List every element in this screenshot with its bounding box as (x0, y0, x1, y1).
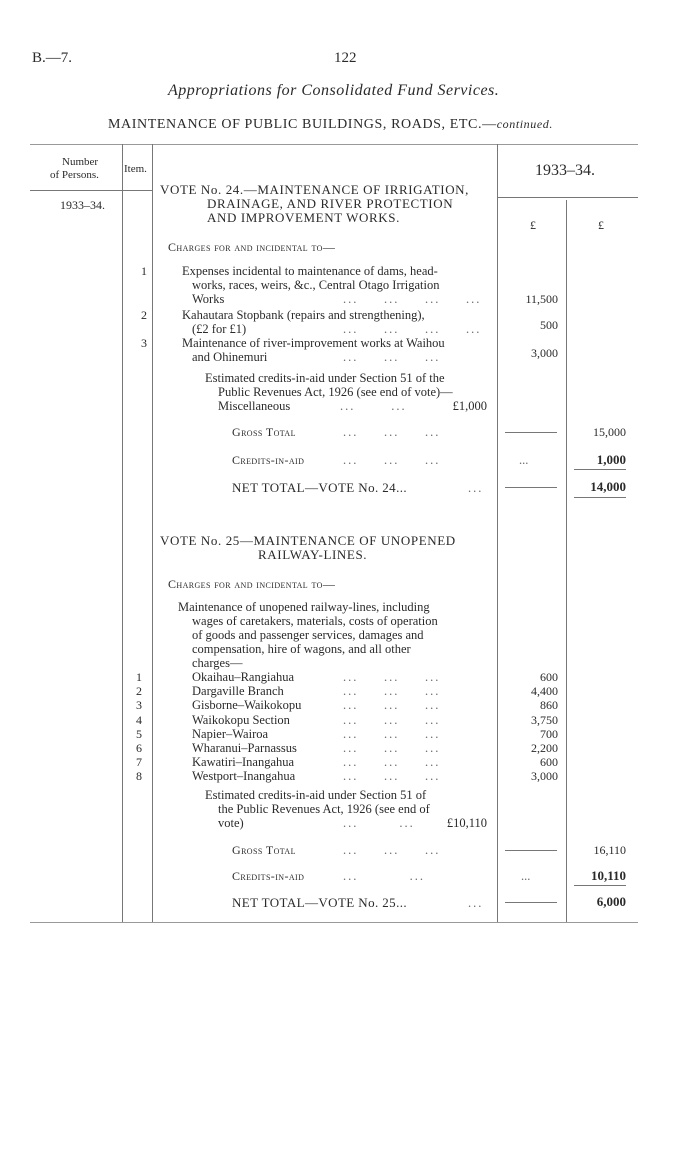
rule (505, 432, 557, 433)
table-bottom-rule (30, 922, 638, 923)
vote24-credits-amount: £1,000 (452, 399, 487, 413)
vote25-item-amount: 600 (540, 755, 558, 770)
vote24-item3-line1: Maintenance of river-improvement works at Waihou (182, 336, 445, 350)
vote25-item-amount: 860 (540, 698, 558, 713)
vote25-item-no: 8 (136, 769, 142, 784)
vote25-item-amount: 3,000 (531, 769, 558, 784)
subtitle-continued: continued. (496, 117, 554, 131)
persons-header-rule (30, 190, 152, 191)
vote25-credits-amount: £10,110 (446, 816, 487, 830)
vote25-cia-value: 10,110 (590, 868, 626, 883)
vote25-item-numbers (136, 670, 142, 784)
vote24-gross-value: 15,000 (593, 425, 626, 439)
leader-dots: ... ... (340, 399, 407, 413)
vote25-item-label: Okaihau–Rangiahua (192, 670, 295, 684)
vote25-item-labels (192, 670, 301, 784)
vote25-credits-line1: Estimated credits-in-aid under Section 51 of (205, 788, 427, 802)
vote24-net-label: NET TOTAL—VOTE No. 24... (232, 480, 408, 495)
vote24-item1-no: 1 (141, 264, 147, 278)
vote24-item3-line2: and Ohinemuri (192, 350, 268, 364)
vote25-item-label: Dargaville Branch (192, 684, 284, 699)
leader-dots: ... (521, 869, 531, 883)
rule (574, 497, 626, 498)
vote24-item1-line1: Expenses incidental to maintenance of dams, head- (182, 264, 438, 278)
page-title: Appropriations for Consolidated Fund Services. (168, 82, 500, 99)
vote25-item-amounts (500, 670, 558, 784)
vote24-item1-amount: 11,500 (525, 292, 558, 306)
col-header-persons-2: of Persons. (50, 169, 99, 181)
vote25-item-amount: 700 (540, 726, 558, 741)
vote24-item2-line1: Kahautara Stopbank (repairs and strengthening), (182, 308, 425, 322)
vote25-heading-2: RAILWAY-LINES. (258, 547, 368, 562)
vote25-item-no: 1 (136, 670, 142, 684)
pound-sign-1: £ (530, 218, 536, 232)
vote24-charges-heading: Charges for and incidental to— (168, 240, 336, 254)
vote25-item-no: 7 (136, 755, 142, 770)
vote25-gross-label: Gross Total (232, 843, 296, 857)
vote25-item-amount: 2,200 (531, 741, 558, 756)
persons-year: 1933–34. (60, 198, 105, 212)
col-header-persons-1: Number (62, 156, 99, 168)
rule (505, 487, 557, 488)
vote24-item3-no: 3 (141, 336, 147, 350)
vote25-item-no: 2 (136, 684, 142, 699)
col-divider-item (152, 144, 153, 922)
vote25-item-amount: 4,400 (531, 684, 558, 699)
vote25-item-no: 5 (136, 726, 142, 741)
vote25-net-label: NET TOTAL—VOTE No. 25... (232, 895, 408, 910)
subtitle-main: MAINTENANCE OF PUBLIC BUILDINGS, ROADS, ETC.— (108, 117, 497, 132)
year-header-rule (497, 197, 638, 198)
leader-dots: ... ... ... ... (343, 292, 482, 306)
vote24-item1-line3: Works (192, 292, 225, 306)
vote24-credits-line1: Estimated credits-in-aid under Section 51 of the (205, 371, 445, 385)
vote25-item-label: Kawatiri–Inangahua (192, 755, 295, 770)
col-divider-description (497, 144, 498, 922)
vote25-item-no: 3 (136, 698, 142, 713)
page-subtitle (108, 117, 553, 133)
vote25-item-no: 4 (136, 712, 142, 727)
leader-dots: ... ... ... ... ... ... ... ... ... ... ... ... ... ... ... ... ... ... ... ... ... ... ... ... (343, 670, 441, 784)
vote25-item-label: Wharanui–Parnassus (192, 741, 297, 756)
vote25-intro-line3: of goods and passenger services, damages and (192, 628, 424, 642)
vote25-net-value: 6,000 (596, 894, 626, 909)
vote24-credits-line3: Miscellaneous (218, 399, 291, 413)
vote24-credits-line2: Public Revenues Act, 1926 (see end of vote)— (218, 385, 453, 399)
col-divider-amounts (566, 200, 567, 922)
leader-dots: ... ... ... ... (343, 322, 482, 336)
leader-dots: ... ... ... (343, 350, 441, 364)
vote25-intro-line1: Maintenance of unopened railway-lines, including (178, 600, 430, 614)
leader-dots: ... (468, 896, 484, 910)
leader-dots: ... ... ... (343, 453, 441, 467)
vote25-item-label: Gisborne–Waikokopu (192, 698, 302, 713)
rule (574, 885, 626, 886)
pound-sign-2: £ (598, 218, 604, 232)
vote24-cia-value: 1,000 (596, 452, 626, 467)
document-ref: B.—7. (32, 50, 73, 66)
vote25-item-label: Westport–Inangahua (192, 769, 296, 784)
col-divider-persons (122, 144, 123, 922)
rule (574, 469, 626, 470)
vote25-item-label: Napier–Wairoa (192, 726, 269, 741)
page-number: 122 (334, 50, 357, 66)
rule (505, 902, 557, 903)
leader-dots: ... ... ... (343, 843, 441, 857)
vote25-charges-heading: Charges for and incidental to— (168, 577, 336, 591)
vote25-item-amount: 3,750 (531, 712, 558, 727)
leader-dots: ... (468, 481, 484, 495)
vote25-intro-line5: charges— (192, 656, 243, 670)
vote25-gross-value: 16,110 (593, 843, 626, 857)
vote25-cia-label: Credits-in-aid (232, 869, 305, 883)
col-header-item: Item. (124, 163, 147, 175)
vote25-item-label: Waikokopu Section (192, 712, 290, 727)
col-header-year: 1933–34. (535, 162, 595, 179)
vote24-heading-2: DRAINAGE, AND RIVER PROTECTION (207, 196, 454, 211)
vote24-item1-line2: works, races, weirs, &c., Central Otago Irrigation (192, 278, 440, 292)
vote24-cia-label: Credits-in-aid (232, 453, 305, 467)
vote24-gross-label: Gross Total (232, 425, 296, 439)
vote24-item2-line2: (£2 for £1) (192, 322, 247, 336)
vote25-intro-line2: wages of caretakers, materials, costs of operation (192, 614, 438, 628)
vote25-credits-line3: vote) (218, 816, 244, 830)
leader-dots: ... ... ... (343, 425, 441, 439)
vote24-item2-no: 2 (141, 308, 147, 322)
leader-dots: ... ... (343, 816, 415, 830)
vote24-heading-3: AND IMPROVEMENT WORKS. (207, 210, 400, 225)
vote25-heading-1: VOTE No. 25—MAINTENANCE OF UNOPENED (160, 533, 456, 548)
rule (505, 850, 557, 851)
vote25-item-no: 6 (136, 741, 142, 756)
vote24-net-value: 14,000 (590, 479, 626, 494)
vote24-item2-amount: 500 (540, 318, 558, 332)
leader-dots: ... ... (343, 869, 425, 883)
vote24-item3-amount: 3,000 (531, 346, 558, 360)
vote25-intro-line4: compensation, hire of wagons, and all other (192, 642, 411, 656)
vote25-credits-line2: the Public Revenues Act, 1926 (see end of (218, 802, 430, 816)
vote25-item-amount: 600 (540, 670, 558, 684)
vote24-heading-1: VOTE No. 24.—MAINTENANCE OF IRRIGATION, (160, 182, 470, 197)
leader-dots: ... (519, 453, 529, 467)
